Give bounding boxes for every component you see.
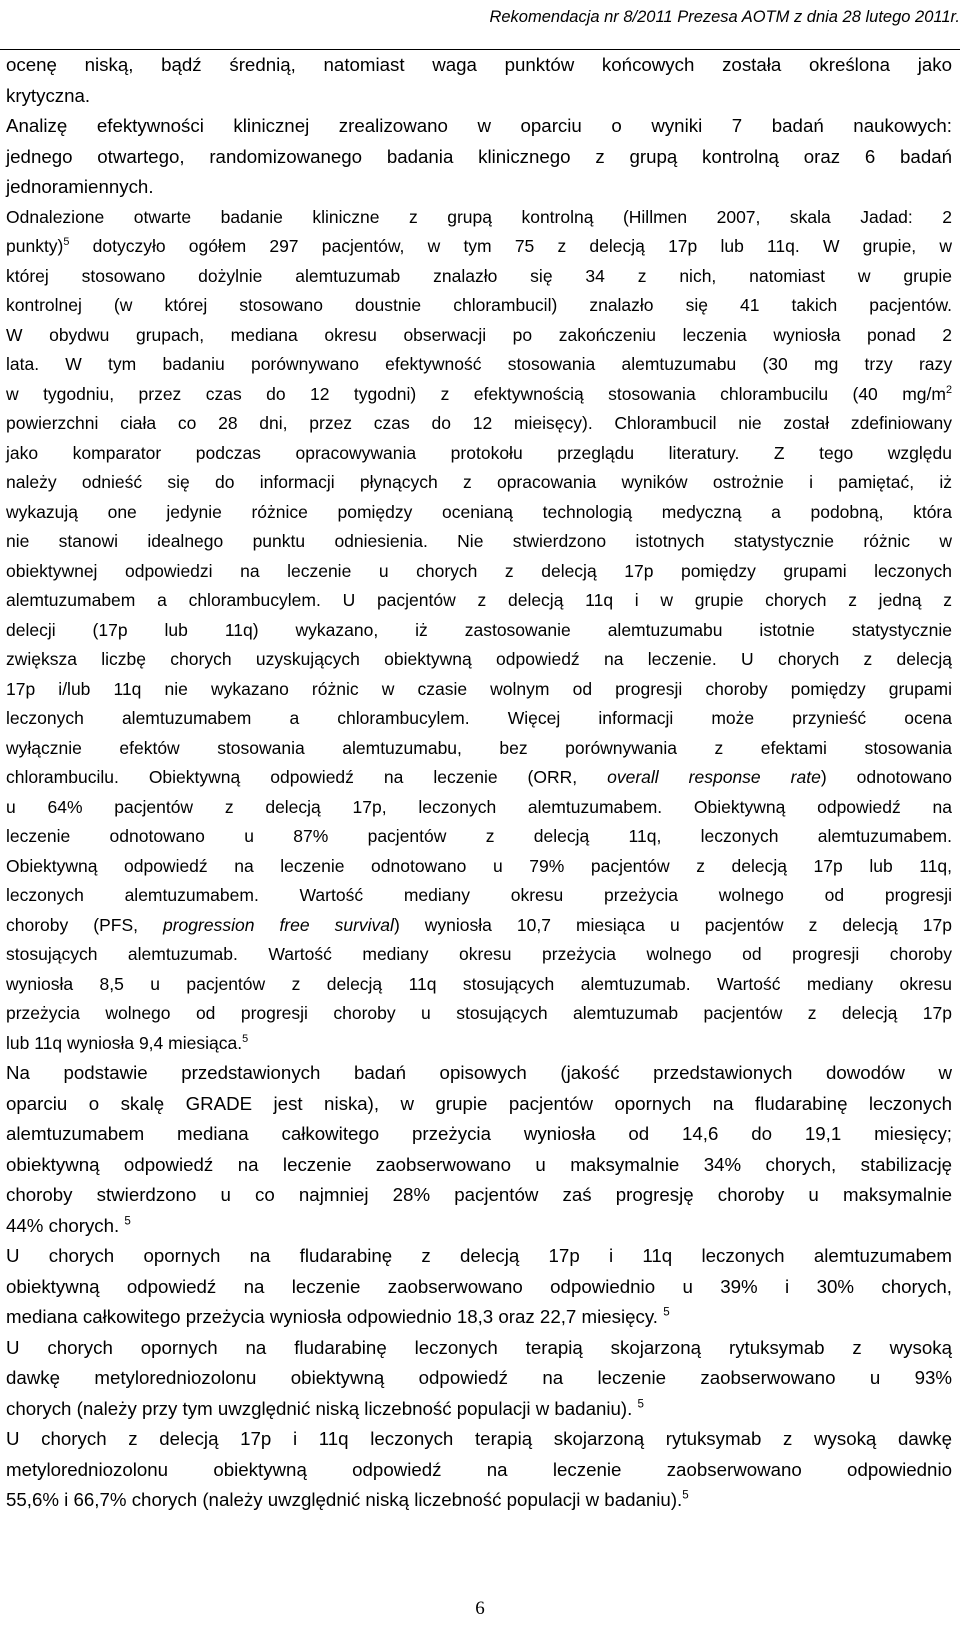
text-line: obiektywnej odpowiedzi na leczenie u chorych z delecją 17p pomiędzy grupami leczonych	[6, 560, 952, 581]
text-line: mediana całkowitego przeżycia wyniosła odpowiednio 18,3 oraz 22,7 miesięcy. $^5$	[6, 1306, 670, 1327]
italic-term: overall response rate	[607, 767, 821, 787]
text-line: chorych (należy przy tym uwzględnić niską liczebność populacji w badaniu). $^5$	[6, 1397, 644, 1419]
text-line: U chorych z delecją 17p i 11q leczonych terapią skojarzoną rytuksymab z wysoką dawkę	[6, 1428, 952, 1449]
text-line: krytyczna.	[6, 84, 91, 106]
text-line: nie stanowi idealnego punktu odniesienia. Nie stwierdzono istotnych statystycznie różnic w	[6, 531, 952, 551]
text-line: wykazują one jedynie różnice pomiędzy ocenianą technologią medyczną a podobną, która	[6, 501, 952, 522]
text-line: Odnalezione otwarte badanie kliniczne z grupą kontrolną (Hillmen 2007, skala Jadad: 2	[6, 206, 952, 227]
text-line: obiektywną odpowiedź na leczenie zaobserwowano odpowiednio u 39% i 30% chorych,	[6, 1275, 952, 1297]
footnote-ref: 2	[945, 383, 952, 396]
paragraph	[6, 50, 952, 111]
text-line: 44% chorych. $^5$	[6, 1214, 131, 1236]
text-line: leczenie odnotowano u 87% pacjentów z delecją 11q, leczonych alemtuzumabem.	[6, 826, 952, 846]
text-line: jednego otwartego, randomizowanego badania klinicznego z grupą kontrolną oraz 6 badań	[6, 145, 952, 167]
text-line: U chorych opornych na fludarabinę z delecją 17p i 11q leczonych alemtuzumabem	[6, 1245, 952, 1266]
text-line: przeżycia wolnego od progresji choroby u stosujących alemtuzumab pacjentów z delecją 17p	[6, 1003, 952, 1023]
text-line: w tygodniu, przez czas do 12 tygodni) z efektywnością stosowania chlorambucilu (40 $mg/m^2$	[6, 383, 952, 404]
text-line: 55,6% i 66,7% chorych (należy uwzględnić niską liczebność populacji w badaniu).$^5$	[6, 1489, 689, 1510]
text-line: chlorambucilu. Obiektywną odpowiedź na leczenie (ORR, overall response rate) odnotowano	[6, 767, 952, 787]
text-line: wyłącznie efektów stosowania alemtuzumabu, bez porównywania z efektami stosowania	[6, 737, 952, 758]
text-line: alemtuzumabem a chlorambucylem. U pacjentów z delecją 11q i w grupie chorych z jedną z	[6, 590, 952, 610]
text-line: alemtuzumabem mediana całkowitego przeżycia wyniosła od 14,6 do 19,1 miesięcy;	[6, 1123, 952, 1144]
page-header	[0, 0, 960, 50]
text-line: delecji (17p lub 11q) wykazano, iż zastosowanie alemtuzumabu istotnie statystycznie	[6, 619, 952, 640]
text-line: oparciu o skalę GRADE jest niska), w grupie pacjentów opornych na fludarabinę leczonych	[6, 1092, 952, 1114]
text-line: ocenę niską, bądź średnią, natomiast waga punktów końcowych została określona jako	[6, 54, 952, 75]
text-line: Na podstawie przedstawionych badań opisowych (jakość przedstawionych dowodów w	[6, 1062, 952, 1083]
body-text	[6, 50, 952, 1516]
text-line: choroby (PFS, progression free survival) wyniosła 10,7 miesiąca u pacjentów z delecją 17p	[6, 914, 952, 935]
text-line: leczonych alemtuzumabem. Wartość mediany okresu przeżycia wolnego od progresji	[6, 885, 952, 905]
footnote-ref: 5	[663, 1306, 670, 1319]
page-number: 6	[475, 1598, 485, 1619]
text-line: leczonych alemtuzumabem a chlorambucylem. Więcej informacji może przynieść ocena	[6, 708, 952, 728]
text-line: powierzchni ciała co 28 dni, przez czas do 12 mieisęcy). Chlorambucil nie został zdefiniowany	[6, 413, 952, 433]
text-line: jednoramiennych.	[6, 176, 154, 197]
text-line: u 64% pacjentów z delecją 17p, leczonych alemtuzumabem. Obiektywną odpowiedź na	[6, 796, 952, 817]
text-line: jako komparator podczas opracowywania protokołu przeglądu literatury. Z tego względu	[6, 442, 952, 463]
text-line: której stosowano dożylnie alemtuzumab znalazło się 34 z nich, natomiast w grupie	[6, 265, 952, 286]
text-line: U chorych opornych na fludarabinę leczonych terapią skojarzoną rytuksymab z wysoką	[6, 1336, 952, 1358]
paragraph	[6, 1058, 952, 1241]
italic-term: progression free survival	[163, 914, 394, 935]
text-line: kontrolnej (w której stosowano doustnie chlorambucil) znalazło się 41 takich pacjentów.	[6, 295, 952, 315]
footnote-ref: 5	[637, 1397, 644, 1410]
text-line: stosujących alemtuzumab. Wartość mediany okresu przeżycia wolnego od progresji choroby	[6, 944, 952, 964]
paragraph	[6, 1424, 952, 1516]
text-line: choroby stwierdzono u co najmniej 28% pacjentów zaś progresję choroby u maksymalnie	[6, 1184, 952, 1205]
paragraph	[6, 111, 952, 203]
paragraph	[6, 203, 952, 1059]
footnote-ref: 5	[124, 1214, 131, 1227]
text-line: 17p i/lub 11q nie wykazano różnic w czasie wolnym od progresji choroby pomiędzy grupami	[6, 678, 952, 699]
text-line: metyloredniozolonu obiektywną odpowiedź na leczenie zaobserwowano odpowiednio	[6, 1458, 952, 1480]
text-line: Analizę efektywności klinicznej zrealizowano w oparciu o wyniki 7 badań naukowych:	[6, 115, 952, 136]
header-title: Rekomendacja nr 8/2011 Prezesa AOTM z dnia 28 lutego 2011r.	[489, 8, 960, 26]
footnote-ref: 5	[63, 235, 70, 248]
text-line: dawkę metyloredniozolonu obiektywną odpowiedź na leczenie zaobserwowano u 93%	[6, 1367, 952, 1388]
text-line: punkty)$^5$ dotyczyło ogółem 297 pacjentów, w tym 75 z delecją 17p lub 11q. W grupie, w	[6, 235, 952, 256]
paragraph	[6, 1241, 952, 1333]
footnote-ref: 5	[242, 1032, 249, 1045]
text-line: W obydwu grupach, mediana okresu obserwacji po zakończeniu leczenia wyniosła ponad 2	[6, 324, 952, 345]
text-line: wyniosła 8,5 u pacjentów z delecją 11q stosujących alemtuzumab. Wartość mediany okresu	[6, 973, 952, 994]
footnote-ref: 5	[682, 1489, 689, 1502]
text-line: zwiększa liczbę chorych uzyskujących obiektywną odpowiedź na leczenie. U chorych z delecją	[6, 649, 952, 669]
text-line: Obiektywną odpowiedź na leczenie odnotowano u 79% pacjentów z delecją 17p lub 11q,	[6, 855, 952, 876]
text-line: lata. W tym badaniu porównywano efektywność stosowania alemtuzumabu (30 mg trzy razy	[6, 354, 952, 374]
text-line: obiektywną odpowiedź na leczenie zaobserwowano u maksymalnie 34% chorych, stabilizację	[6, 1153, 952, 1175]
text-line: lub 11q wyniosła 9,4 miesiąca.$^5$	[6, 1032, 249, 1053]
text-line: należy odnieść się do informacji płynących z opracowania wyników ostrożnie i pamiętać, iż	[6, 472, 952, 492]
paragraph	[6, 1333, 952, 1425]
